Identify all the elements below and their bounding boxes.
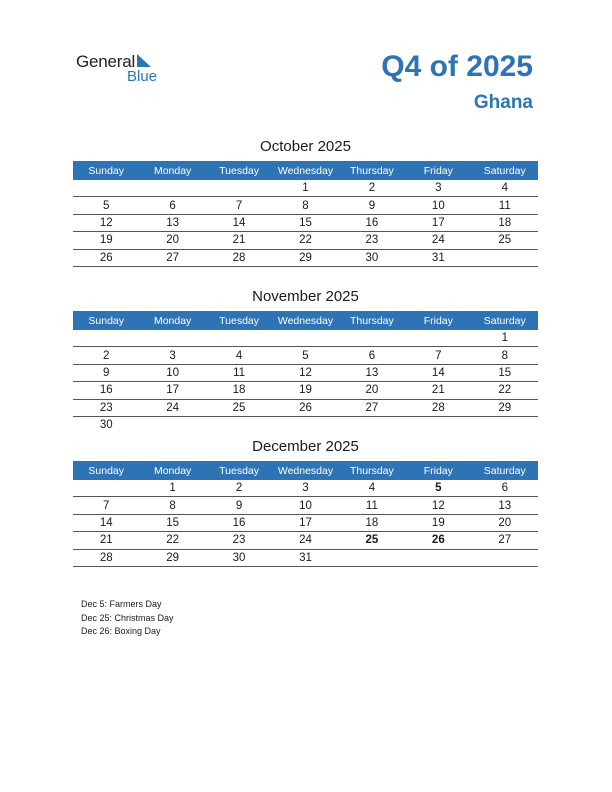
weekday-header: Wednesday [272, 461, 338, 480]
week-row [73, 382, 538, 399]
day-cell: 10 [272, 497, 338, 514]
day-cell: 2 [206, 480, 272, 497]
day-cell: 28 [405, 399, 471, 416]
weekday-header: Thursday [339, 461, 405, 480]
day-cell: 16 [339, 214, 405, 231]
day-cell: 4 [472, 180, 538, 197]
day-cell: 9 [339, 197, 405, 214]
day-cell: 27 [339, 399, 405, 416]
day-cell: 8 [272, 197, 338, 214]
day-cell: 25 [339, 532, 405, 549]
empty-day-cell [339, 549, 405, 566]
day-cell: 10 [405, 197, 471, 214]
month-november [73, 289, 538, 433]
logo-triangle-icon [137, 54, 151, 67]
day-cell: 13 [472, 497, 538, 514]
day-cell: 26 [73, 249, 139, 266]
day-cell: 21 [405, 382, 471, 399]
day-cell: 1 [472, 330, 538, 347]
day-cell: 5 [272, 347, 338, 364]
day-cell: 17 [139, 382, 205, 399]
day-cell: 2 [73, 347, 139, 364]
empty-day-cell [206, 416, 272, 433]
day-cell: 8 [139, 497, 205, 514]
weekday-header: Sunday [73, 311, 139, 330]
month-title: December 2025 [252, 438, 359, 455]
weekday-header: Friday [405, 161, 471, 180]
page-title: Q4 of 2025 [381, 50, 533, 83]
day-cell: 28 [73, 549, 139, 566]
holiday-note: Dec 26: Boxing Day [81, 626, 161, 636]
day-cell: 19 [73, 232, 139, 249]
empty-day-cell [405, 416, 471, 433]
day-cell: 18 [339, 514, 405, 531]
holiday-note: Dec 25: Christmas Day [81, 612, 174, 623]
empty-day-cell [139, 330, 205, 347]
day-cell: 23 [73, 399, 139, 416]
day-cell: 29 [472, 399, 538, 416]
day-cell: 11 [339, 497, 405, 514]
day-cell: 16 [206, 514, 272, 531]
week-row [73, 497, 538, 514]
day-cell: 26 [405, 532, 471, 549]
month-october [73, 139, 538, 267]
empty-day-cell [272, 416, 338, 433]
week-row [73, 399, 538, 416]
day-cell: 13 [339, 364, 405, 381]
month-title: November 2025 [252, 288, 359, 305]
week-row [73, 514, 538, 531]
empty-day-cell [405, 549, 471, 566]
day-cell: 5 [405, 480, 471, 497]
week-row [73, 214, 538, 231]
day-cell: 18 [206, 382, 272, 399]
day-cell: 25 [472, 232, 538, 249]
month-december [73, 439, 538, 567]
day-cell: 2 [339, 180, 405, 197]
day-cell: 4 [339, 480, 405, 497]
day-cell: 29 [139, 549, 205, 566]
day-cell: 24 [405, 232, 471, 249]
day-cell: 18 [472, 214, 538, 231]
day-cell: 21 [206, 232, 272, 249]
day-cell: 29 [272, 249, 338, 266]
day-cell: 3 [405, 180, 471, 197]
day-cell: 23 [339, 232, 405, 249]
day-cell: 15 [472, 364, 538, 381]
week-row [73, 347, 538, 364]
weekday-header: Saturday [472, 161, 538, 180]
calendar-grid [73, 311, 538, 433]
weekday-header: Sunday [73, 461, 139, 480]
day-cell: 27 [139, 249, 205, 266]
empty-day-cell [73, 480, 139, 497]
empty-day-cell [206, 330, 272, 347]
empty-day-cell [339, 416, 405, 433]
day-cell: 30 [339, 249, 405, 266]
day-cell: 7 [206, 197, 272, 214]
weekday-header: Wednesday [272, 161, 338, 180]
week-row [73, 232, 538, 249]
day-cell: 12 [405, 497, 471, 514]
day-cell: 13 [139, 214, 205, 231]
day-cell: 17 [272, 514, 338, 531]
day-cell: 22 [472, 382, 538, 399]
weekday-header: Thursday [339, 311, 405, 330]
day-cell: 6 [472, 480, 538, 497]
calendar-grid [73, 461, 538, 567]
week-row [73, 197, 538, 214]
empty-day-cell [206, 180, 272, 197]
day-cell: 26 [272, 399, 338, 416]
weekday-header: Friday [405, 311, 471, 330]
day-cell: 21 [73, 532, 139, 549]
week-row [73, 549, 538, 566]
holiday-note: Dec 5: Farmers Day [81, 599, 162, 609]
empty-day-cell [73, 330, 139, 347]
day-cell: 3 [272, 480, 338, 497]
weekday-header: Tuesday [206, 461, 272, 480]
day-cell: 6 [339, 347, 405, 364]
day-cell: 1 [272, 180, 338, 197]
day-cell: 24 [139, 399, 205, 416]
day-cell: 7 [73, 497, 139, 514]
day-cell: 8 [472, 347, 538, 364]
day-cell: 31 [405, 249, 471, 266]
week-row [73, 364, 538, 381]
empty-day-cell [139, 180, 205, 197]
day-cell: 22 [139, 532, 205, 549]
day-cell: 11 [206, 364, 272, 381]
day-cell: 30 [99, 419, 113, 432]
day-cell: 15 [139, 514, 205, 531]
week-row [73, 416, 538, 433]
weekday-header: Wednesday [272, 311, 338, 330]
weekday-header: Monday [139, 311, 205, 330]
day-cell: 14 [405, 364, 471, 381]
month-title: October 2025 [260, 138, 351, 155]
day-cell: 19 [405, 514, 471, 531]
day-cell: 20 [339, 382, 405, 399]
day-cell: 9 [73, 364, 139, 381]
empty-day-cell [472, 416, 538, 433]
day-cell: 1 [139, 480, 205, 497]
weekday-header: Saturday [472, 461, 538, 480]
week-row [73, 480, 538, 497]
day-cell: 14 [206, 214, 272, 231]
day-cell: 7 [405, 347, 471, 364]
day-cell: 20 [139, 232, 205, 249]
day-cell: 12 [73, 214, 139, 231]
logo-text-general: General [76, 52, 136, 71]
day-cell: 31 [272, 549, 338, 566]
week-row [73, 532, 538, 549]
country-name: Ghana [473, 92, 533, 113]
day-cell: 12 [272, 364, 338, 381]
day-cell: 30 [206, 549, 272, 566]
day-cell: 15 [272, 214, 338, 231]
day-cell: 6 [139, 197, 205, 214]
empty-day-cell [272, 330, 338, 347]
logo-text-blue: Blue [127, 68, 158, 85]
day-cell: 28 [206, 249, 272, 266]
day-cell: 24 [272, 532, 338, 549]
weekday-header: Friday [405, 461, 471, 480]
weekday-header: Thursday [339, 161, 405, 180]
empty-day-cell [472, 549, 538, 566]
day-cell: 20 [472, 514, 538, 531]
weekday-header: Tuesday [206, 161, 272, 180]
empty-day-cell [405, 330, 471, 347]
day-cell: 25 [206, 399, 272, 416]
day-cell: 5 [73, 197, 139, 214]
day-cell: 22 [272, 232, 338, 249]
empty-day-cell [472, 249, 538, 266]
weekday-header: Monday [139, 161, 205, 180]
day-cell: 9 [206, 497, 272, 514]
day-cell: 23 [206, 532, 272, 549]
week-row [73, 330, 538, 347]
empty-day-cell [139, 416, 205, 433]
week-row [73, 249, 538, 266]
weekday-header: Saturday [472, 311, 538, 330]
empty-day-cell [339, 330, 405, 347]
week-row [73, 180, 538, 197]
day-cell: 4 [206, 347, 272, 364]
day-cell: 17 [405, 214, 471, 231]
weekday-header: Monday [139, 461, 205, 480]
day-cell: 3 [139, 347, 205, 364]
weekday-header: Sunday [73, 161, 139, 180]
empty-day-cell [73, 180, 139, 197]
day-cell: 11 [472, 197, 538, 214]
holiday-notes [81, 598, 174, 639]
calendar-grid [73, 161, 538, 267]
day-cell: 16 [73, 382, 139, 399]
day-cell: 14 [73, 514, 139, 531]
weekday-header: Tuesday [206, 311, 272, 330]
day-cell: 19 [272, 382, 338, 399]
day-cell: 27 [472, 532, 538, 549]
day-cell: 10 [139, 364, 205, 381]
